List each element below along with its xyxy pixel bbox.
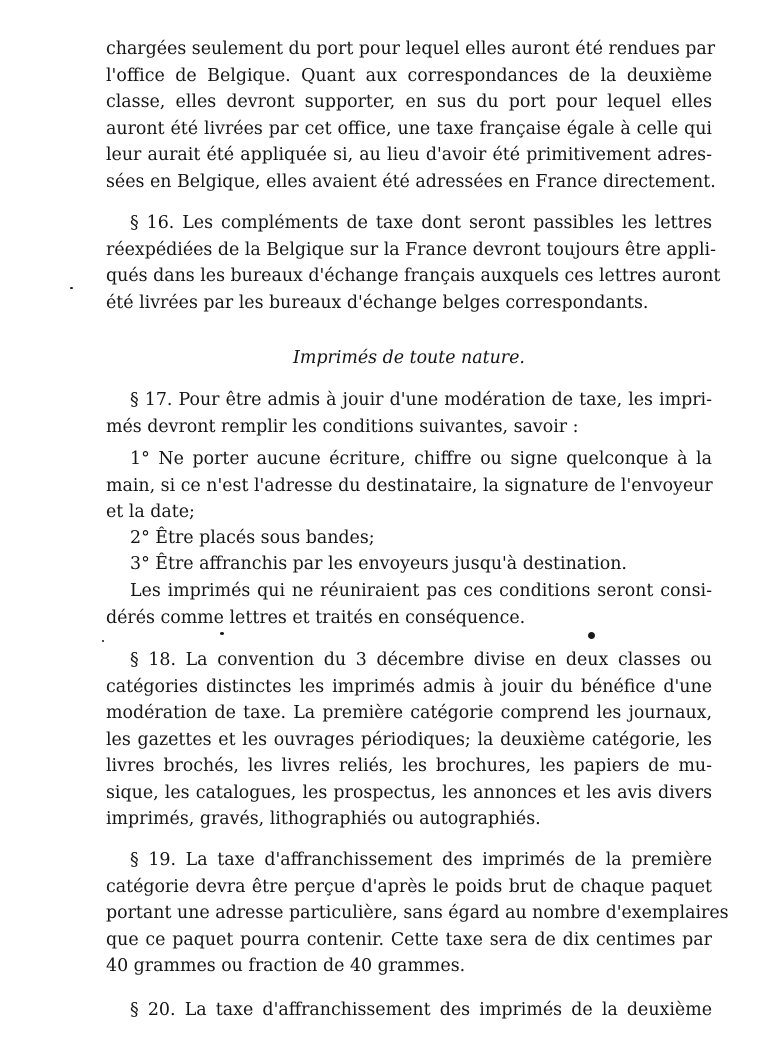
text-line: Les imprimés qui ne réuniraient pas ces conditions seront consi- [130, 581, 712, 601]
text-line: § 17. Pour être admis à jouir d'une modération de taxe, les impri- [130, 390, 712, 410]
paragraph-s20 [106, 997, 712, 1024]
paragraph-continuation [106, 36, 716, 195]
text-line: leur aurait été appliquée si, au lieu d'avoir été primitivement adres- [106, 145, 712, 165]
text-line: 1° Ne porter aucune écriture, chiffre ou signe quelconque à la [130, 449, 712, 469]
text-line: sique, les catalogues, les prospectus, les annonces et les avis divers [106, 782, 712, 803]
text-line: catégorie devra être perçue d'après le poids brut de chaque paquet [106, 876, 712, 897]
text-line: les gazettes et les ouvrages périodiques; la deuxième catégorie, les [106, 729, 712, 750]
section-heading: Imprimés de toute nature. [293, 348, 525, 368]
text-line: § 16. Les compléments de taxe dont seront passibles les lettres [130, 213, 712, 233]
text-line: modération de taxe. La première catégorie comprend les journaux, [106, 703, 712, 723]
paragraph-s18 [106, 647, 712, 833]
text-line: réexpédiées de la Belgique sur la France devront toujours être appli- [106, 239, 716, 260]
text-line: auront été livrées par cet office, une taxe française égale à celle qui [106, 118, 712, 139]
ink-speck [102, 640, 104, 642]
text-line: que ce paquet pourra contenir. Cette taxe sera de dix centimes par [106, 929, 712, 950]
text-line: § 19. La taxe d'affranchissement des imprimés de la première [130, 850, 712, 870]
text-line: sées en Belgique, elles avaient été adressées en France directement. [106, 171, 716, 192]
text-line: 2° Être placés sous bandes; [130, 528, 375, 548]
text-line: portant une adresse particulière, sans égard au nombre d'exemplaires [106, 903, 729, 923]
paragraph-s17 [106, 387, 712, 440]
ink-speck [220, 632, 224, 635]
text-line: main, si ce n'est l'adresse du destinataire, la signature de l'envoyeur [106, 475, 713, 496]
paragraph-s17-condition-2 [106, 525, 712, 552]
text-line: § 18. La convention du 3 décembre divise en deux classes ou [130, 650, 712, 670]
paragraph-s17-condition-3 [106, 551, 712, 578]
text-line: més devront remplir les conditions suivantes, savoir : [106, 416, 579, 437]
text-line: catégories distinctes les imprimés admis à jouir du bénéfice d'une [106, 676, 712, 697]
text-line: et la date; [106, 502, 195, 522]
paragraph-s17-closing [106, 578, 712, 631]
text-line: classe, elles devront supporter, en sus du port pour lequel elles [106, 92, 712, 112]
paragraph-s16 [106, 210, 721, 316]
text-line: imprimés, gravés, lithographiés ou autographiés. [106, 809, 541, 829]
text-line: § 20. La taxe d'affranchissement des imprimés de la deuxième [130, 1000, 712, 1020]
text-line: dérés comme lettres et traités en conséquence. [106, 607, 526, 628]
paragraph-s19 [106, 847, 729, 980]
ink-speck [70, 287, 73, 289]
text-line: qués dans les bureaux d'échange français auxquels ces lettres auront [106, 266, 721, 286]
ink-speck [588, 632, 595, 639]
paragraph-s17-condition-1 [106, 446, 712, 526]
text-line: été livrées par les bureaux d'échange belges correspondants. [106, 292, 649, 313]
text-line: chargées seulement du port pour lequel elles auront été rendues par [106, 39, 716, 59]
text-line: 40 grammes ou fraction de 40 grammes. [106, 956, 466, 976]
text-line: l'office de Belgique. Quant aux correspondances de la deuxième [106, 65, 712, 86]
text-line: livres brochés, les livres reliés, les brochures, les papiers de mu- [106, 756, 712, 776]
text-line: 3° Être affranchis par les envoyeurs jusqu'à destination. [130, 554, 627, 574]
